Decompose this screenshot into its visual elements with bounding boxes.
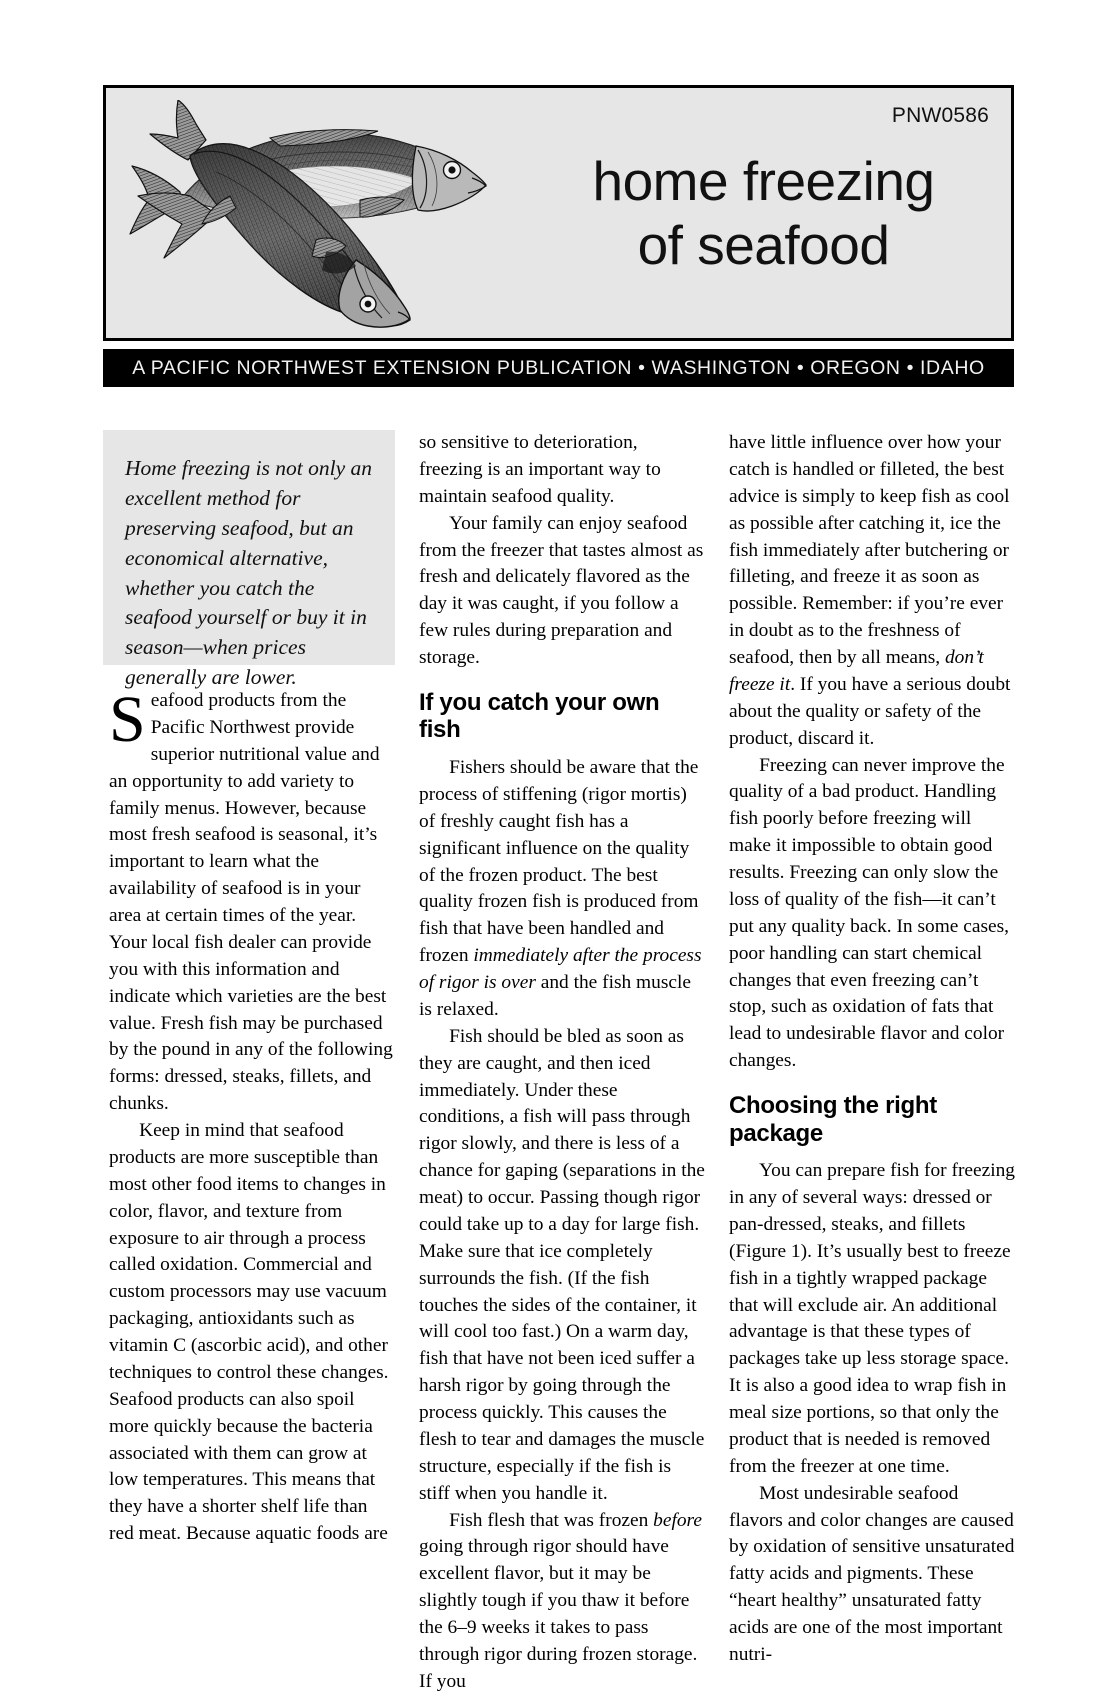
paragraph-text-b: going through rigor should have excellent flavor, but it may be slightly tough if you thaw it before the 6–9 weeks it takes to pass through rigor during frozen storage. If you bbox=[419, 1536, 698, 1692]
column-1-body bbox=[109, 683, 395, 1548]
emphasis-text: immediately after the process of rigor is over bbox=[419, 945, 702, 994]
paragraph bbox=[729, 430, 1015, 753]
masthead-box bbox=[103, 85, 1014, 341]
paragraph bbox=[419, 1508, 705, 1696]
pull-quote-box bbox=[103, 430, 395, 690]
title-line-1: home freezing bbox=[592, 150, 935, 212]
paragraph-text-b: and the fish muscle is relaxed. bbox=[419, 972, 691, 1020]
paragraph-text: eafood products from the Pacific Northwest provide superior nutritional value and an opportunity to add variety to family menus. However, because most fresh seafood is seasonal, it’s important to learn what the availability of seafood is in your area at certain times of the year. Your local fish dealer can provide you with this information and indicate which varieties are the best value. Fresh fish may be purchased by the pound in any of the following forms: dressed, steaks, fillets, and chunks. bbox=[109, 690, 393, 1115]
paragraph bbox=[109, 683, 395, 1118]
emphasis-text: before bbox=[653, 1509, 702, 1531]
drop-cap: S bbox=[109, 683, 146, 756]
paragraph: Keep in mind that seafood products are more susceptible than most other food items to changes in color, flavor, and texture from exposure to air through a process called oxidation. Commercial and custom processors may use vacuum packaging, antioxidants such as vitamin C (ascorbic acid), and other techniques to control these changes. Seafood products can also spoil more quickly because the bacteria associated with them can grow at low temperatures. This means that they have a shorter shelf life than red meat. Because aquatic foods are bbox=[109, 1120, 389, 1545]
paragraph-text-a: Fishers should be aware that the process of stiffening (rigor mortis) of freshly caught fish has a significant influence on the quality of the frozen product. The best quality frozen fish is produced from fish that have been handled and frozen bbox=[419, 757, 699, 967]
title-line-2: of seafood bbox=[637, 213, 890, 276]
page-title bbox=[536, 150, 991, 278]
paragraph-text-a: have little influence over how your catch is handled or filleted, the best advice is simply to keep fish as cool as possible after catching it, ice the fish immediately after butchering or filleting, and freeze it as soon as possible. Remember: if you’re ever in doubt as to the freshness of seafood, then by all means, bbox=[729, 432, 1010, 668]
pull-quote-text: Home freezing is not only an excellent method for preserving seafood, but an economical alternative, whether you catch the seafood yourself or buy it in season—when prices generally are lower. bbox=[125, 456, 373, 690]
extension-publication-banner bbox=[103, 349, 1014, 387]
text-column-3 bbox=[729, 430, 1015, 1669]
section-heading-catch-your-own-fish: If you catch your own fish bbox=[419, 688, 660, 744]
paragraph: Freezing can never improve the quality of a bad product. Handling fish poorly before freezing will make it impossible to obtain good results. Freezing can only slow the loss of quality of the fish—it can’t put any quality back. In some cases, poor handling can start chemical changes that even freezing can’t stop, such as oxidation of fats that lead to undesirable flavor and color changes. bbox=[729, 754, 1010, 1072]
section-heading-choosing-the-right-package: Choosing the right package bbox=[729, 1092, 937, 1147]
paragraph: Your family can enjoy seafood from the freezer that tastes almost as fresh and delicately flavored as the day it was caught, if you follow a few rules during preparation and storage. bbox=[419, 512, 704, 668]
two-fish-engraving-illustration bbox=[120, 100, 490, 332]
paragraph-text-b: . If you have a serious doubt about the quality or safety of the product, discard it. bbox=[729, 673, 1011, 749]
text-column-2 bbox=[419, 430, 705, 1696]
paragraph-text-a: Fish flesh that was frozen bbox=[449, 1509, 654, 1531]
paragraph: Most undesirable seafood flavors and color changes are caused by oxidation of sensitive unsaturated fatty acids and pigments. These “heart healthy” unsaturated fatty acids are one of the most important nutri- bbox=[729, 1482, 1015, 1665]
publication-number: PNW0586 bbox=[891, 104, 989, 127]
banner-text: A PACIFIC NORTHWEST EXTENSION PUBLICATION • WASHINGTON • OREGON • IDAHO bbox=[132, 356, 985, 379]
paragraph bbox=[419, 755, 705, 1024]
emphasis-text: don’t freeze it bbox=[729, 647, 984, 695]
paragraph: Fish should be bled as soon as they are caught, and then iced immediately. Under these conditions, a fish will pass through rigor slowly, and there is less of a chance for gaping (separations in the meat) to occur. Passing though rigor could take up to a day for large fish. Make sure that ice completely surrounds the fish. (If the fish touches the sides of the container, it will cool too fast.) On a warm day, fish that have not been iced suffer a harsh rigor by going through the process quickly. This causes the flesh to tear and damages the muscle structure, especially if the fish is stiff when you handle it. bbox=[419, 1025, 705, 1504]
paragraph: so sensitive to deterioration, freezing is an important way to maintain seafood quality. bbox=[419, 432, 661, 507]
paragraph: You can prepare fish for freezing in any of several ways: dressed or pan-dressed, steaks, and fillets (Figure 1). It’s usually best to freeze fish in a tightly wrapped package that will exclude air. An additional advantage is that these types of packages take up less storage space. It is also a good idea to wrap fish in meal size portions, so that only the product that is needed is removed from the freezer at one time. bbox=[729, 1160, 1015, 1477]
